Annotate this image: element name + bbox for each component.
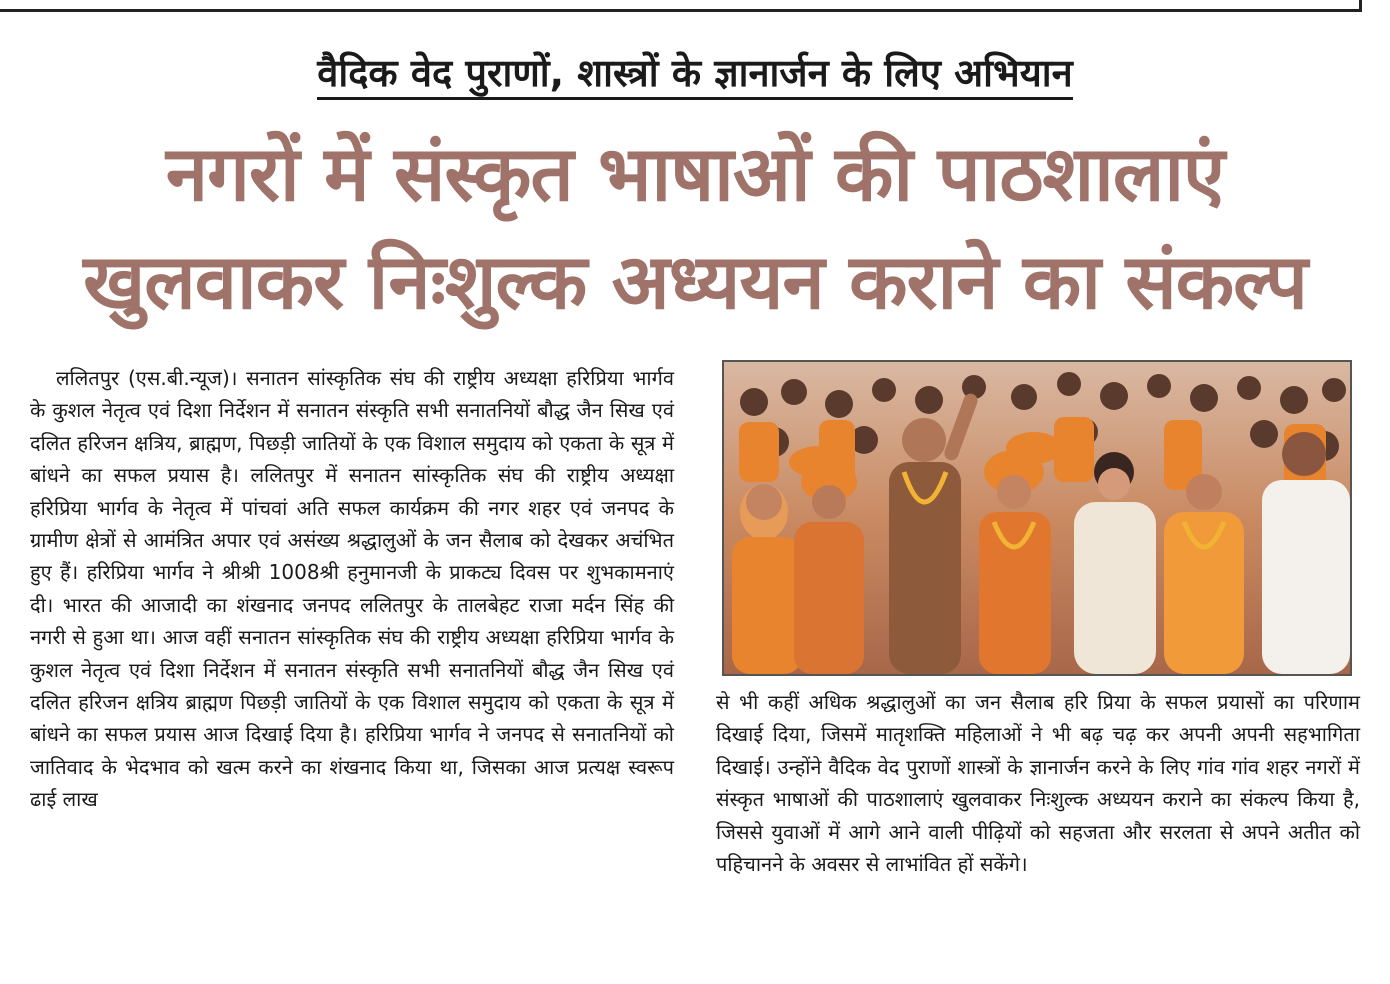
article-left-column [30,362,674,816]
headline-line-1: नगरों में संस्कृत भाषाओं की पाठशालाएं [165,129,1225,218]
kicker-heading [0,44,1390,102]
crowd-photo-illustration [724,362,1350,674]
article-body-left: ललितपुर (एस.बी.न्यूज)। सनातन सांस्कृतिक संघ की राष्ट्रीय अध्यक्षा हरिप्रिया भार्गव के कुशल नेतृत्व एवं दिशा निर्देशन में सनातन संस्कृति सभी सनातनियों बौद्ध जैन सिख एवं दलित हरिजन क्षत्रिय, ब्राह्मण, पिछड़ी जातियों के एक विशाल समुदाय को एकता के सूत्र में बांधने का सफल प्रयास है। ललितपुर में सनातन सांस्कृतिक संघ की राष्ट्रीय अध्यक्षा हरिप्रिया भार्गव के नेतृत्व में पांचवां अति सफल कार्यक्रम की नगर शहर एवं जनपद के ग्रामीण क्षेत्रों से आमंत्रित अपार एवं असंख्य श्रद्धालुओं के जन सैलाब को देखकर अचंभित हुए हैं। हरिप्रिया भार्गव ने श्रीश्री 1008श्री हनुमानजी के प्राकट्य दिवस पर शुभकामनाएं दी। भारत की आजादी का शंखनाद जनपद ललितपुर के तालबेहट राजा मर्दन सिंह की नगरी से हुआ था। आज वहीं सनातन सांस्कृतिक संघ की राष्ट्रीय अध्यक्षा हरिप्रिया भार्गव के कुशल नेतृत्व एवं दिशा निर्देशन में सनातन संस्कृति सभी सनातनियों बौद्ध जैन सिख एवं दलित हरिजन क्षत्रिय ब्राह्मण पिछड़ी जातियों के एक विशाल समुदाय को एकता के सूत्र में बांधने का सफल प्रयास आज दिखाई दिया है। हरिप्रिया भार्गव ने जनपद से सनातनियों को जातिवाद के भेदभाव को खत्म करने का शंखनाद किया था, जिसका आज प्रत्यक्ष स्वरूप ढाई लाख [30,366,674,812]
headline-line-2: खुलवाकर निःशुल्क अध्ययन कराने का संकल्प [83,237,1307,326]
news-photo [722,360,1352,676]
kicker-text: वैदिक वेद पुराणों, शास्त्रों के ज्ञानार्जन के लिए अभियान [317,51,1072,100]
top-border-rule [0,0,1362,12]
article-body-right: से भी कहीं अधिक श्रद्धालुओं का जन सैलाब हरि प्रिया के सफल प्रयासों का परिणाम दिखाई दिया, जिसमें मातृशक्ति महिलाओं ने भी बढ़ चढ़ कर अपनी अपनी सहभागिता दिखाई। उन्होंने वैदिक वेद पुराणों शास्त्रों के ज्ञानार्जन करने के लिए गांव गांव शहर नगरों में संस्कृत भाषाओं की पाठशालाएं खुलवाकर निःशुल्क अध्ययन कराने का संकल्प किया है, जिससे युवाओं में आगे आने वाली पीढ़ियों को सहजता और सरलता से अपने अतीत को पहिचानने के अवसर से लाभांवित हों सकेंगे। [716,690,1360,877]
article-right-column [716,686,1360,880]
